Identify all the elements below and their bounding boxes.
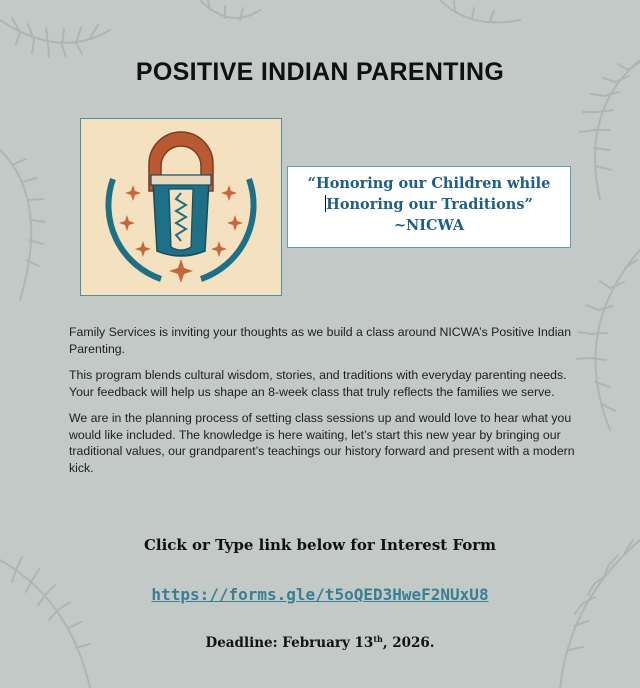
logo-box (80, 118, 282, 296)
quote-box (287, 166, 571, 248)
interest-form-cta: Click or Type link below for Interest Form (143, 536, 497, 554)
paragraph-program: This program blends cultural wisdom, stories, and traditions with everyday parenting needs. Your feedback will help us shape an 8-week class that truly reflects the families we serve. (69, 368, 567, 399)
quote-line-1: “Honoring our Children while (307, 175, 551, 192)
interest-form-link[interactable]: https://forms.gle/t5oQED3HweF2NUxU8 (151, 585, 489, 604)
form-link-wrapper (0, 585, 640, 604)
paragraph-planning: We are in the planning process of setting class sessions up and would love to hear what you would like included. The knowledge is here waiting, let’s start this new year by bringing our traditional values, our grandparent’s teachings our history forward and present with a modern kick. (69, 411, 575, 475)
body-text (69, 324, 589, 486)
deadline-prefix: Deadline: February 13 (205, 635, 374, 651)
paragraph-invitation: Family Services is inviting your thoughts as we build a class around NICWA’s Positive Indian Parenting. (69, 325, 572, 356)
deadline-ordinal: th (373, 634, 383, 644)
quote-line-2-wrapper (288, 194, 570, 215)
deadline (0, 634, 640, 651)
deadline-rest: , 2026. (382, 635, 435, 651)
cradleboard-logo-icon (81, 119, 281, 295)
quote-line-2: Honoring our Traditions” (326, 196, 533, 213)
quote-attribution: ~NICWA (393, 217, 465, 234)
page-title: POSITIVE INDIAN PARENTING (135, 58, 505, 86)
